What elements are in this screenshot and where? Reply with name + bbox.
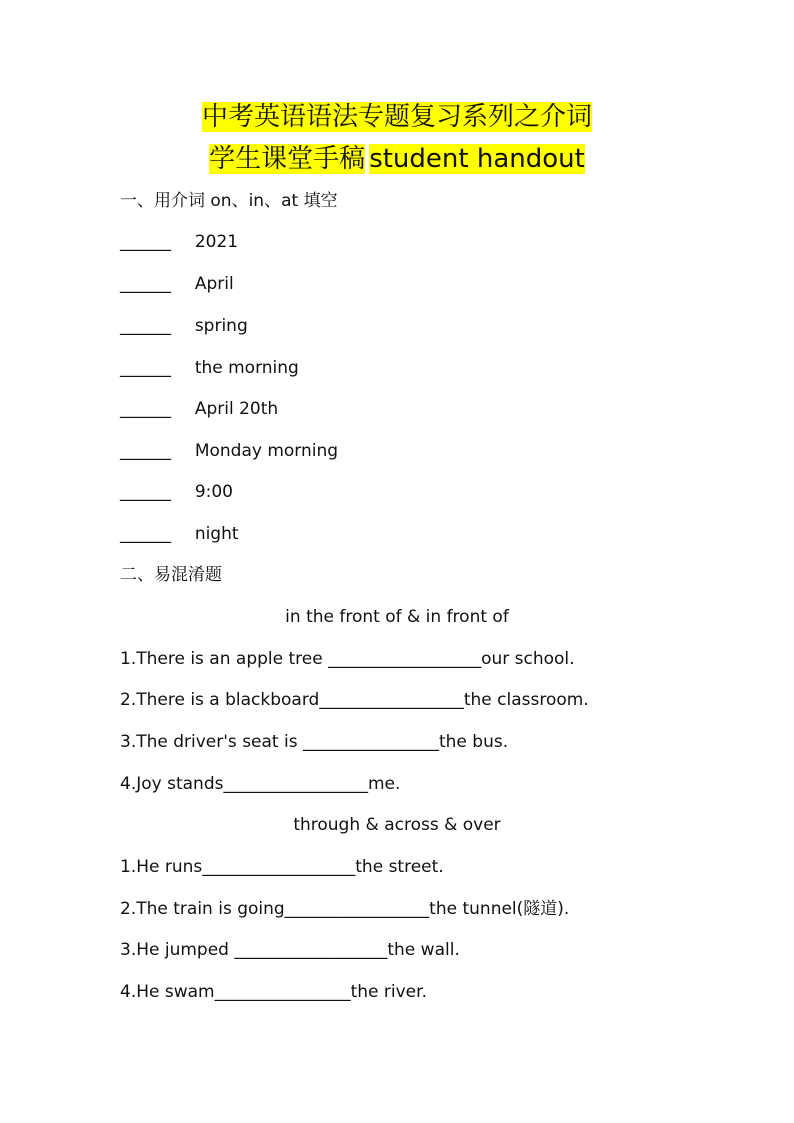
fill-item-text: April 20th bbox=[194, 399, 279, 419]
answer-blank[interactable]: ______ bbox=[120, 274, 171, 294]
answer-blank[interactable]: ______ bbox=[120, 524, 171, 544]
question-item: 2.There is a blackboard_________________the classroom. bbox=[120, 690, 589, 710]
title-line-2 bbox=[0, 142, 794, 176]
section1-heading: 一、用介词 on、in、at 填空 bbox=[120, 191, 338, 211]
group1-subtitle: in the front of & in front of bbox=[285, 607, 509, 627]
fill-item bbox=[120, 439, 338, 463]
answer-blank[interactable]: ______ bbox=[120, 441, 171, 461]
fill-item bbox=[120, 272, 234, 296]
title-text-en: student handout bbox=[369, 144, 585, 174]
fill-item bbox=[120, 314, 248, 338]
section2-heading: 二、易混淆题 bbox=[120, 565, 222, 585]
question-item: 1.There is an apple tree __________________our school. bbox=[120, 649, 575, 669]
question-item: 3.The driver's seat is ________________the bus. bbox=[120, 732, 509, 752]
question-item: 4.Joy stands_________________me. bbox=[120, 774, 401, 794]
answer-blank[interactable]: ______ bbox=[120, 232, 171, 252]
question-item: 1.He runs__________________the street. bbox=[120, 857, 444, 877]
question-item: 3.He jumped __________________the wall. bbox=[120, 940, 460, 960]
fill-item bbox=[120, 230, 238, 254]
question-item: 2.The train is going_________________the tunnel(隧道). bbox=[120, 899, 570, 919]
fill-item bbox=[120, 397, 278, 421]
fill-item-text: Monday morning bbox=[194, 441, 339, 461]
group2-subtitle: through & across & over bbox=[293, 815, 501, 835]
answer-blank[interactable]: ______ bbox=[120, 316, 171, 336]
answer-blank[interactable]: ______ bbox=[120, 482, 171, 502]
title-line-1 bbox=[0, 100, 794, 134]
fill-item-text: 9:00 bbox=[194, 482, 233, 502]
question-item: 4.He swam________________the river. bbox=[120, 982, 427, 1002]
answer-blank[interactable]: ______ bbox=[120, 358, 171, 378]
fill-item bbox=[120, 356, 299, 380]
fill-item-text: spring bbox=[194, 316, 248, 336]
fill-item-text: April bbox=[194, 274, 234, 294]
fill-item-text: 2021 bbox=[194, 232, 239, 252]
fill-item-text: the morning bbox=[194, 358, 299, 378]
fill-item bbox=[120, 522, 239, 546]
answer-blank[interactable]: ______ bbox=[120, 399, 171, 419]
title-text-cn: 学生课堂手稿 bbox=[209, 144, 366, 174]
fill-item-text: night bbox=[194, 524, 239, 544]
fill-item bbox=[120, 480, 233, 504]
title-text-1: 中考英语语法专题复习系列之介词 bbox=[201, 102, 592, 132]
